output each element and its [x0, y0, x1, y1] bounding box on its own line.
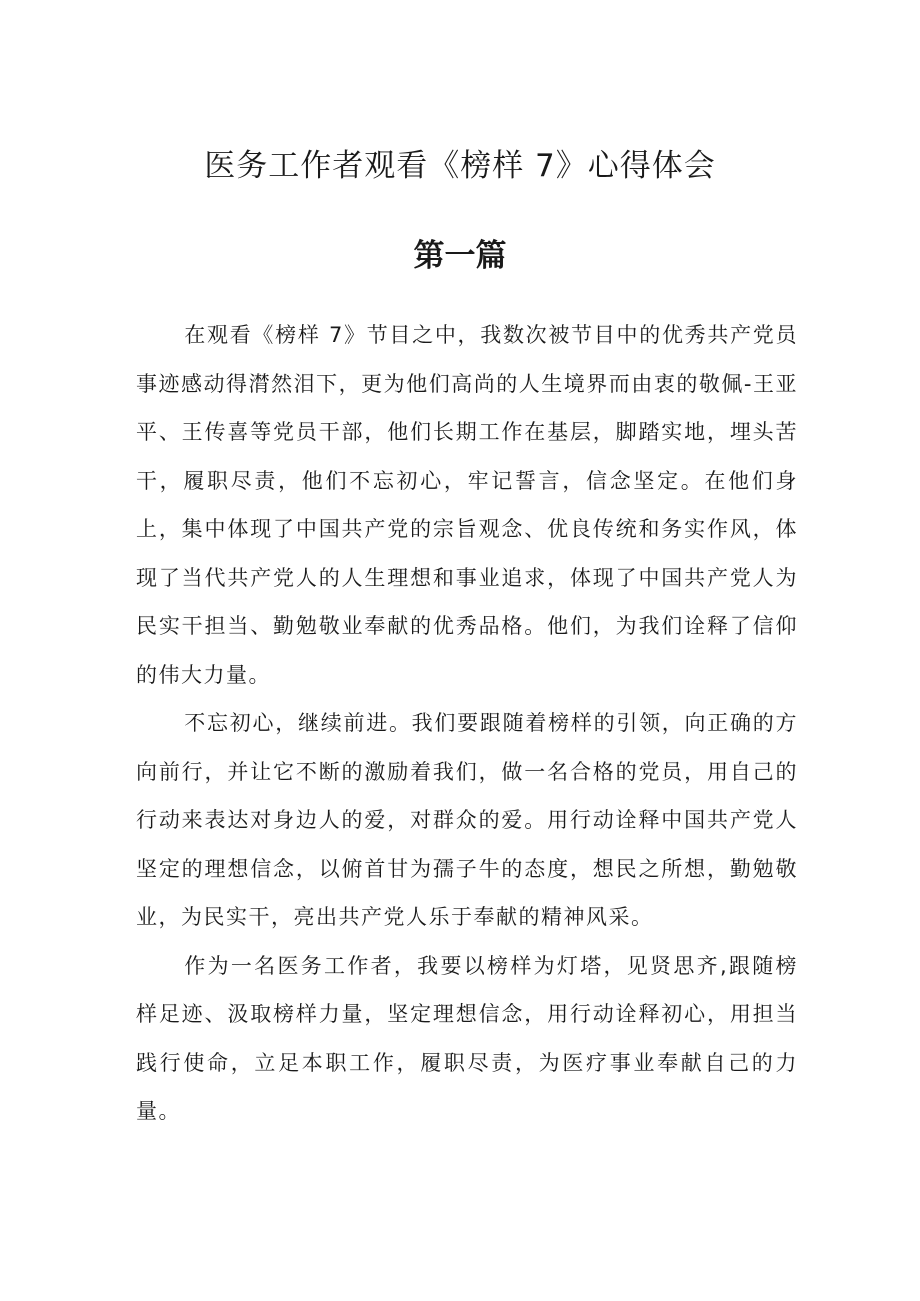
paragraph-3: 作为一名医务工作者，我要以榜样为灯塔，见贤思齐,跟随榜样足迹、汲取榜样力量，坚定理想信念，用行动诠释初心，用担当践行使命，立足本职工作，履职尽责，为医疗事业奉献自己的力量。	[136, 953, 798, 1123]
document-body	[136, 311, 798, 1136]
section-heading: 第一篇	[413, 238, 507, 274]
paragraph-2: 不忘初心，继续前进。我们要跟随着榜样的引领，向正确的方向前行，并让它不断的激励着我们，做一名合格的党员，用自己的行动来表达对身边人的爱，对群众的爱。用行动诠释中国共产党人坚定的理想信念，以俯首甘为孺子牛的态度，想民之所想，勤勉敬业，为民实干，亮出共产党人乐于奉献的精神风采。	[136, 711, 798, 929]
paragraph-1: 在观看《榜样 7》节目之中，我数次被节目中的优秀共产党员事迹感动得潸然泪下，更为他们高尚的人生境界而由衷的敬佩-王亚平、王传喜等党员干部，他们长期工作在基层，脚踏实地，埋头苦干，履职尽责，他们不忘初心，牢记誓言，信念坚定。在他们身上，集中体现了中国共产党的宗旨观念、优良传统和务实作风，体现了当代共产党人的人生理想和事业追求，体现了中国共产党人为民实干担当、勤勉敬业奉献的优秀品格。他们，为我们诠释了信仰的伟大力量。	[136, 323, 798, 687]
document-title: 医务工作者观看《榜样 7》心得体会	[204, 148, 716, 184]
